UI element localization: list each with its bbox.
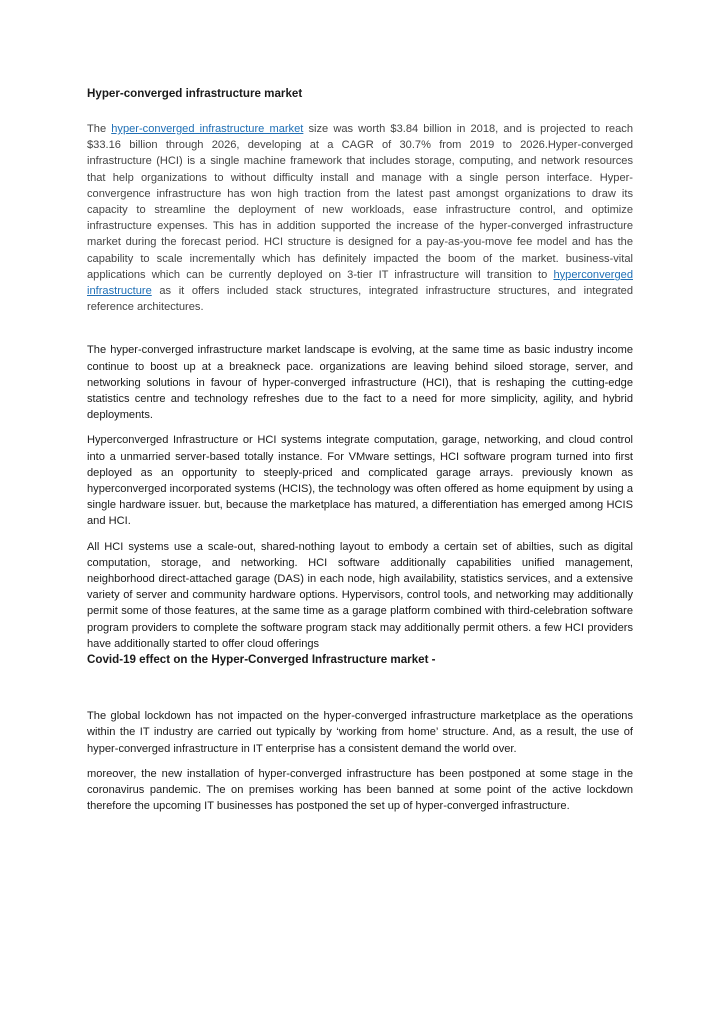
body-paragraph-hci-systems: Hyperconverged Infrastructure or HCI systems integrate computation, garage, networking, and cloud control into a unmarried server-based totally instance. For VMware settings, HCI software program turned into first deployed as an opportunity to steeply-priced and complicated garage arrays. previously known as hyperconverged incorporated systems (HCIS), the technology was often offered as home equipment by using a single hardware issuer. but, because the marketplace has matured, a differentiation has emerged among HCIS and HCI. — [87, 434, 633, 528]
intro-text-middle: size was worth $3.84 billion in 2018, and is projected to reach $33.16 billion through 2026, developing at a CAGR of 30.7% from 2019 to 2026.Hyper-converged infrastructure (HCI) is a single machine framework that includes storage, computing, and network resources that help organizations to without difficulty install and manage with a single person interface. Hyper-convergence infrastructure has won high traction from the latest past amongst organizations to draw its capacity to streamline the deployment of new workloads, ease infrastructure control, and optimize infrastructure expenses. This has in addition supported the increase of the hyper-converged infrastructure market during the forecast period. HCI structure is designed for a pay-as-you-move fee model and has the capability to scale incrementally which has definitely impacted the boom of the market. business-vital applications which can be currently deployed on 3-tier IT infrastructure will transition to — [87, 123, 633, 281]
market-link[interactable]: hyper-converged infrastructure market — [111, 123, 304, 135]
body-paragraph-scale-out: All HCI systems use a scale-out, shared-nothing layout to embody a certain set of abilties, such as digital computation, storage, and networking. HCI software additionally capabilities unified management, neighborhood direct-attached garage (DAS) in each node, high availability, statistics services, and a extensive variety of server and community hardware options. Hypervisors, control tools, and networking may additionally permit some of those features, at the same time as a garage platform combined with third-celebration software program providers to complete the software program stack may additionally permit others. a few HCI providers have additionally started to offer cloud offerings — [87, 540, 633, 650]
document-title: Hyper-converged infrastructure market — [87, 87, 303, 100]
intro-paragraph — [87, 121, 633, 315]
covid-paragraph-lockdown: The global lockdown has not impacted on the hyper-converged infrastructure marketplace as the operations within the IT industry are carried out typically by ‘working from home’ structure. And, as a result, the use of hyper-converged infrastructure in IT enterprise has a consistent demand the world over. — [87, 710, 633, 755]
hyperconverged-infrastructure-link[interactable]: hyperconverged infrastructure — [87, 268, 633, 298]
covid-heading: Covid-19 effect on the Hyper-Converged Infrastructure market - — [87, 653, 436, 667]
covid-paragraph-postponed: moreover, the new installation of hyper-converged infrastructure has been postponed at some stage in the coronavirus pandemic. The on premises working has been banned at some point of the active lockdown therefore the upcoming IT businesses has postponed the set up of hyper-converged infrastructure. — [87, 767, 633, 813]
intro-text-end: as it offers included stack structures, integrated infrastructure structures, and integrated reference architectures. — [87, 285, 633, 314]
intro-text-start: The — [87, 123, 112, 135]
body-paragraph-landscape: The hyper-converged infrastructure market landscape is evolving, at the same time as basic industry income continue to boost up at a breakneck pace. organizations are leaving behind siloed storage, server, and networking solutions in favour of hyper-converged infrastructure (HCI), that is reshaping the cutting-edge statistics centre and technology refreshes due to the fact to a need for more simplicity, agility, and hybrid deployments. — [87, 344, 633, 422]
document-page — [87, 86, 633, 814]
